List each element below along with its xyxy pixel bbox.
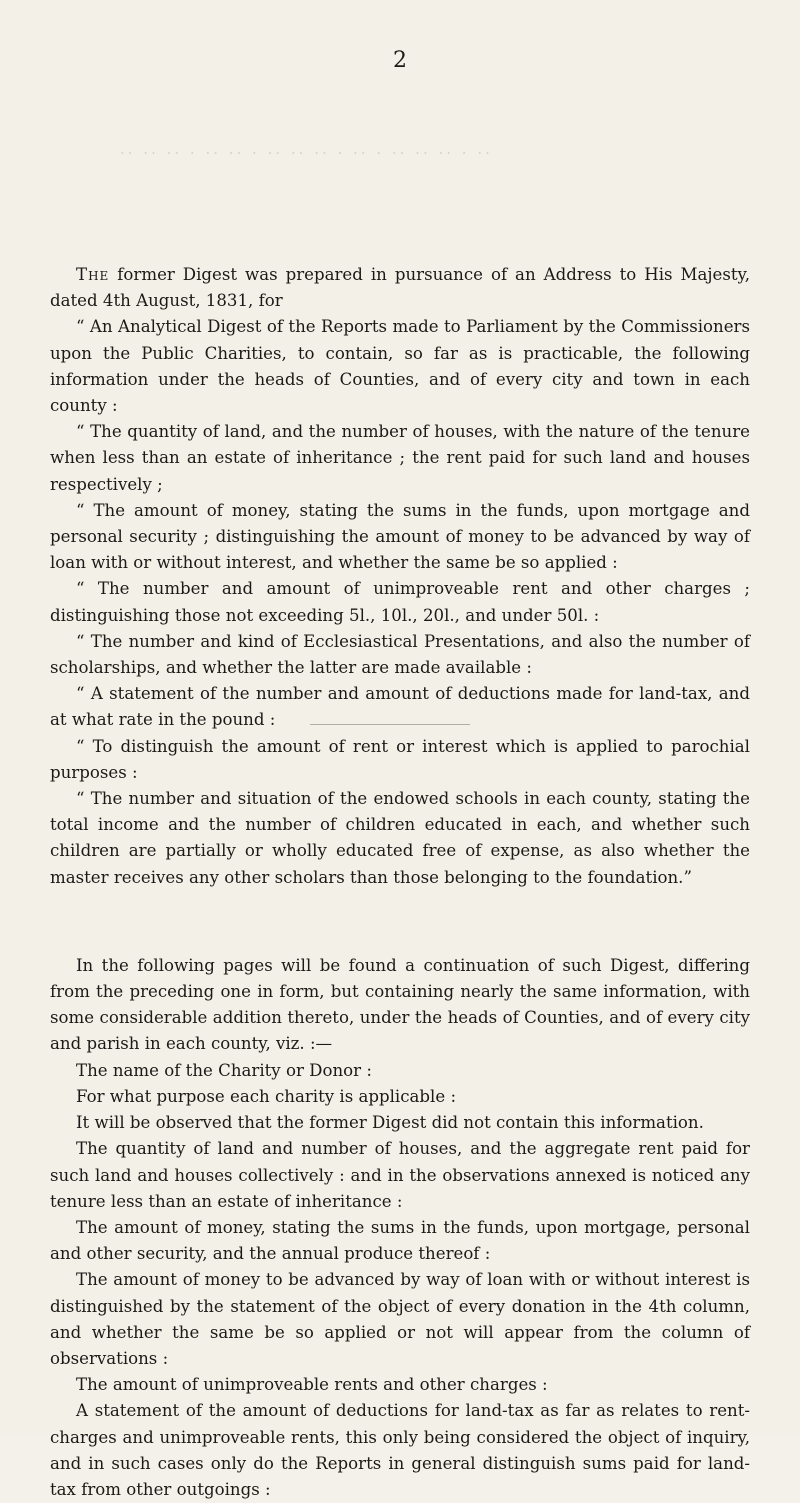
- section-gap: [50, 891, 750, 953]
- quoted-paragraph: “ The number and kind of Ecclesiastical Presentations, and also the number of scholarships, and whether the latter are made available :: [50, 631, 750, 678]
- body-paragraph: For what purpose each charity is applicable :: [76, 1086, 457, 1106]
- quoted-paragraph: “ The amount of money, stating the sums in the funds, upon mortgage and personal security ; distinguishing the amount of money to be advanced by way of loan with or without interest, and whether the same be so applied :: [50, 500, 750, 573]
- body-paragraph: The amount of money, stating the sums in the funds, upon mortgage, personal and other security, and the annual produce thereof :: [50, 1217, 750, 1264]
- intro-paragraph: [50, 262, 750, 314]
- page-number: 2: [393, 48, 407, 73]
- quoted-paragraph: “ The number and amount of unimproveable rent and other charges ; distinguishing those not exceeding 5l., 10l., 20l., and under 50l. :: [50, 579, 750, 625]
- quoted-paragraph: “ An Analytical Digest of the Reports made to Parliament by the Commissioners upon the Public Charities, to contain, so far as is practicable, the following information under the heads of Counties, and of every city and town in each county :: [50, 317, 750, 416]
- body-paragraph: The name of the Charity or Donor :: [76, 1060, 372, 1080]
- quoted-paragraph: “ The quantity of land, and the number of houses, with the nature of the tenure when less than an estate of inheritance ; the rent paid for such land and houses respectively ;: [50, 422, 750, 494]
- body-paragraph: It will be observed that the former Digest did not contain this information.: [76, 1113, 704, 1133]
- opening-word: The: [76, 265, 110, 284]
- body-paragraph: In the following pages will be found a continuation of such Digest, differing from the preceding one in form, but containing nearly the same information, with some considerable addition thereto, under the heads of Counties, and of every city and parish in each county, viz. :—: [50, 955, 750, 1054]
- quoted-paragraph: “ A statement of the number and amount of deductions made for land-tax, and at what rate in the pound :: [50, 684, 750, 730]
- body-paragraph: The quantity of land and number of houses, and the aggregate rent paid for such land and houses collectively : and in the observations annexed is noticed any tenure less than an estate of inheritance :: [50, 1139, 750, 1211]
- body-paragraph: A statement of the amount of deductions for land-tax as far as relates to rent-charges and unimproveable rents, this only being considered the object of inquiry, and in such cases only do the Reports in general distinguish sums paid for land-tax from other outgoings :: [50, 1401, 750, 1499]
- main-text: [50, 262, 750, 1503]
- quoted-paragraph: “ The number and situation of the endowed schools in each county, stating the total income and the number of children educated in each, and whether such children are partially or wholly educated free of expense, as also whether the master receives any other scholars than those belonging to the foundation.”: [50, 789, 750, 887]
- quoted-paragraph: “ To distinguish the amount of rent or interest which is applied to parochial purposes :: [50, 736, 750, 782]
- intro-text: former Digest was prepared in pursuance of an Address to His Majesty, dated 4th August, 1831, for: [50, 265, 750, 311]
- show-through-text: ·· ·· ·· · ·· ·· · ·· ·· ·· · ·· · ·· ·· ·· · ··: [120, 144, 493, 162]
- body-paragraph: The amount of money to be advanced by way of loan with or without interest is distinguished by the statement of the object of every donation in the 4th column, and whether the same be so applied or not will appear from the column of observations :: [50, 1270, 750, 1368]
- section-divider: [310, 724, 470, 725]
- body-paragraph: The amount of unimproveable rents and other charges :: [76, 1375, 548, 1395]
